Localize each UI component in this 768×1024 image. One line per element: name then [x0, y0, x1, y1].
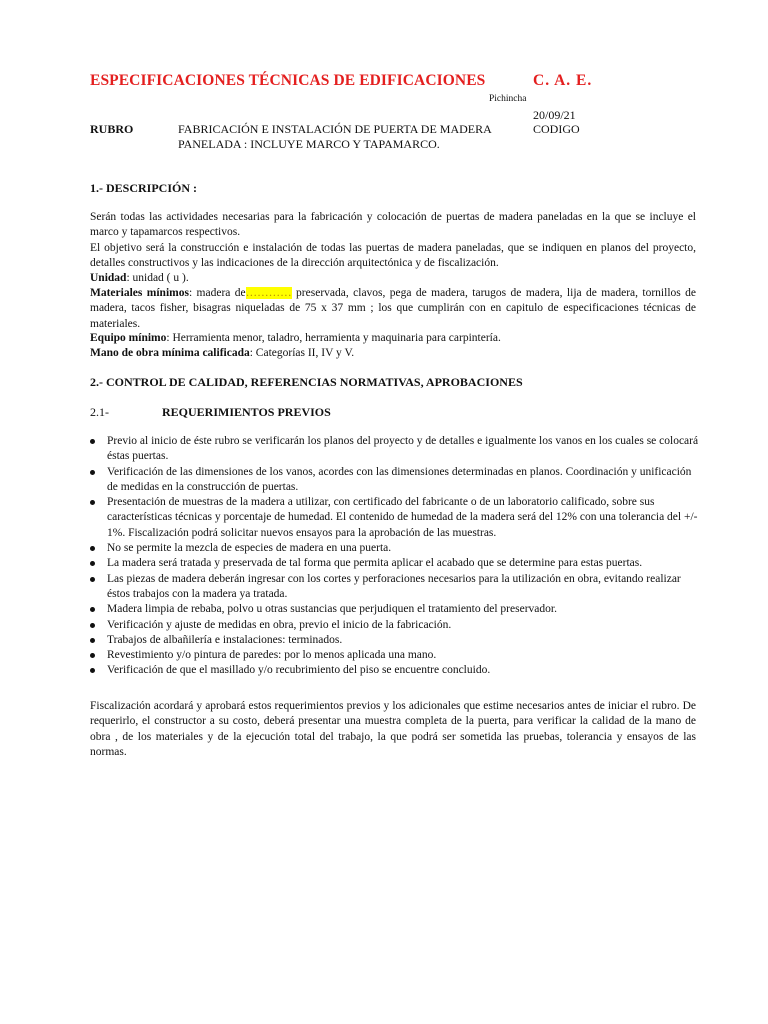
- subsection-number: 2.1-: [90, 405, 109, 419]
- document-title: ESPECIFICACIONES TÉCNICAS DE EDIFICACIONES: [90, 72, 486, 89]
- mano-de-obra-value: : Categorías II, IV y V.: [249, 347, 355, 359]
- materiales-paragraph: [90, 286, 696, 332]
- bullet-icon: [90, 668, 95, 673]
- bullet-icon: [90, 546, 95, 551]
- list-item-text: Madera limpia de rebaba, polvo u otras sustancias que perjudiquen el tratamiento del preservador.: [107, 603, 557, 616]
- materiales-label: Materiales mínimos: [90, 287, 189, 299]
- list-item: [90, 556, 702, 571]
- closing-paragraph: Fiscalización acordará y aprobará estos requerimientos previos y los adicionales que estime necesarios antes de iniciar el rubro. De requerirlo, el constructor a su costo, deberá presentar una muestra completa de la puerta, para verificar la calidad de la mano de obra , de los materiales y de la ejecución total del trabajo, la que podrá ser sometida las pruebas, tolerancia y ensayos de las normas.: [90, 700, 696, 758]
- organization-code: C. A. E.: [533, 72, 593, 89]
- list-item-text: Verificación y ajuste de medidas en obra, previo el inicio de la fabricación.: [107, 618, 452, 631]
- list-item: [90, 495, 702, 541]
- list-item: [90, 618, 702, 633]
- mano-de-obra-label: Mano de obra mínima calificada: [90, 347, 250, 359]
- rubro-label: RUBRO: [90, 122, 134, 136]
- bullet-icon: [90, 623, 95, 628]
- materiales-post: preservada, clavos, pega de madera, tarugos de madera, lija de madera, tornillos de madera, tacos fisher, bisagras niqueladas de 75 x 37 mm ; los que cumplirán con en capitulo de especificaciones técnicas de materiales.: [90, 287, 696, 330]
- section-1-heading: 1.- DESCRIPCIÓN :: [90, 181, 198, 195]
- bullet-icon: [90, 500, 95, 505]
- equipo-label: Equipo mínimo: [90, 332, 167, 344]
- requirements-list: [90, 434, 702, 679]
- list-item: [90, 648, 702, 663]
- subsection-title: REQUERIMIENTOS PREVIOS: [162, 405, 331, 419]
- list-item: [90, 602, 702, 617]
- list-item-text: No se permite la mezcla de especies de madera en una puerta.: [107, 542, 392, 555]
- bullet-icon: [90, 439, 95, 444]
- list-item-text: Revestimiento y/o pintura de paredes: por lo menos aplicada una mano.: [107, 649, 437, 662]
- materiales-blank-highlight: …………: [245, 287, 292, 299]
- bullet-icon: [90, 577, 95, 582]
- bullet-icon: [90, 607, 95, 612]
- list-item: [90, 633, 702, 648]
- materiales-pre: : madera de: [188, 287, 246, 299]
- unidad-line: [90, 271, 696, 286]
- rubro-value: FABRICACIÓN E INSTALACIÓN DE PUERTA DE MADERA PANELADA : INCLUYE MARCO Y TAPAMARCO.: [178, 122, 492, 151]
- codigo-label: CODIGO: [533, 122, 580, 136]
- list-item-text: Previo al inicio de éste rubro se verificarán los planos del proyecto y de detalles e igualmente los vanos en los cuales se colocará éstas puertas.: [107, 435, 699, 463]
- bullet-icon: [90, 653, 95, 658]
- bullet-icon: [90, 561, 95, 566]
- equipo-value: : Herramienta menor, taladro, herramienta y maquinaria para carpintería.: [166, 332, 501, 344]
- list-item-text: Presentación de muestras de la madera a utilizar, con certificado del fabricante o de un laboratorio calificado, sobre sus características técnicas y porcentaje de humedad. El contenido de humedad de la madera será del 12% con una tolerancia del +/- 1%. Fiscalización podrá solicitar nuevos ensayos para la aprobación de las muestras.: [107, 496, 698, 539]
- list-item-text: Verificación de las dimensiones de los vanos, acordes con las dimensiones determinadas en planos. Coordinación y unificación de medidas en la construcción de puertas.: [107, 465, 692, 493]
- unidad-label: Unidad: [90, 272, 127, 284]
- list-item: [90, 663, 702, 678]
- list-item: [90, 572, 702, 603]
- equipo-line: [90, 331, 696, 346]
- list-item: [90, 434, 702, 465]
- unidad-value: : unidad ( u ).: [126, 272, 189, 284]
- list-item-text: Verificación de que el masillado y/o recubrimiento del piso se encuentre concluido.: [107, 664, 491, 677]
- list-item-text: Trabajos de albañilería e instalaciones: terminados.: [107, 633, 343, 646]
- mano-de-obra-line: [90, 346, 696, 361]
- bullet-icon: [90, 470, 95, 475]
- document-date: 20/09/21: [533, 108, 576, 122]
- section-2-heading: 2.- CONTROL DE CALIDAD, REFERENCIAS NORMATIVAS, APROBACIONES: [90, 375, 523, 389]
- description-paragraph-1: Serán todas las actividades necesarias para la fabricación y colocación de puertas de madera paneladas en la que se incluye el marco y tapamarcos respectivos.: [90, 211, 696, 239]
- list-item-text: La madera será tratada y preservada de tal forma que permita aplicar el acabado que se determine para estas puertas.: [107, 557, 643, 570]
- list-item-text: Las piezas de madera deberán ingresar con los cortes y perforaciones necesarios para la utilización en obra, evitando realizar éstos trabajos con la madera ya tratada.: [107, 572, 681, 600]
- list-item: [90, 541, 702, 556]
- location-label: Pichincha: [489, 94, 527, 104]
- description-paragraph-2: El objetivo será la construcción e instalación de todas las puertas de madera paneladas, que se indiquen en planos del proyecto, detalles constructivos y las indicaciones de la dirección arquitectónica y de fiscalización.: [90, 242, 696, 270]
- list-item: [90, 465, 702, 496]
- bullet-icon: [90, 638, 95, 643]
